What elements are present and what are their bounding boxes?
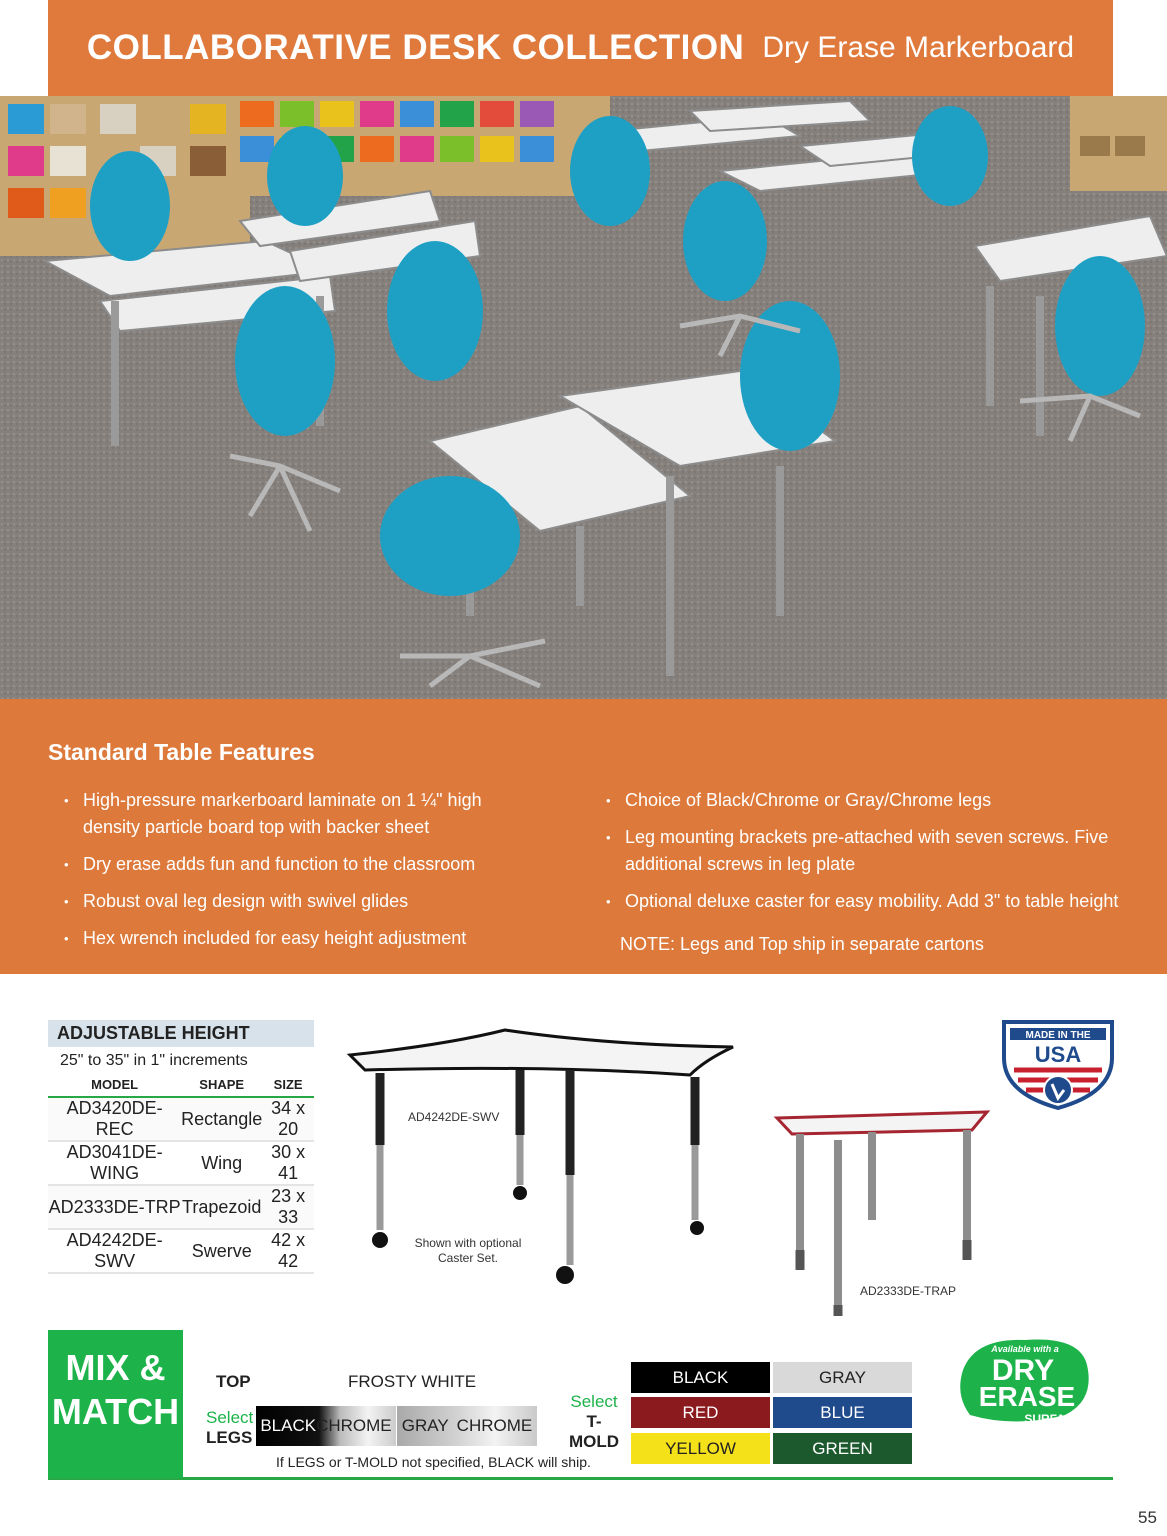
leg-option-part: GRAY	[401, 1416, 449, 1435]
feature-item: • Optional deluxe caster for easy mobility. Add 3" to table height	[606, 888, 1126, 915]
dry-badge-dry: DRY	[991, 1354, 1055, 1387]
shape-cell: Trapezoid	[181, 1185, 262, 1229]
leg-option-black-chrome[interactable]	[256, 1406, 396, 1446]
dry-badge-erase: ERASE	[978, 1381, 1076, 1412]
leg-option-part: BLACK	[260, 1416, 317, 1435]
tmold-option-green[interactable]: GREEN	[773, 1433, 912, 1464]
badge-made-in: MADE IN THE	[1025, 1030, 1091, 1041]
spec-table-block	[48, 1020, 314, 1274]
spec-table	[48, 1073, 314, 1274]
legs-label: LEGS	[206, 1428, 253, 1447]
top-label: TOP	[216, 1372, 251, 1391]
select-legs-label	[206, 1408, 254, 1448]
height-range: 25" to 35" in 1" increments	[60, 1052, 248, 1069]
classroom-photo	[0, 96, 1167, 699]
table-row	[48, 1185, 314, 1229]
select-word: Select	[206, 1408, 254, 1427]
made-in-usa-badge	[1000, 1018, 1116, 1110]
column-header: SHAPE	[181, 1073, 262, 1097]
leg-option-gray-chrome[interactable]	[397, 1406, 537, 1446]
tmold-option-black[interactable]: BLACK	[631, 1362, 770, 1393]
size-cell: 34 x 20	[262, 1097, 314, 1141]
model-cell: AD2333DE-TRP	[48, 1185, 181, 1229]
select-tmold-label	[564, 1392, 624, 1452]
tmold-option-red[interactable]: RED	[631, 1397, 770, 1428]
dry-badge-surface: SURFACE	[1024, 1412, 1082, 1426]
feature-item: • Choice of Black/Chrome or Gray/Chrome legs	[606, 787, 1126, 814]
features-list-left	[64, 787, 534, 962]
shape-cell: Rectangle	[181, 1097, 262, 1141]
feature-item: • Dry erase adds fun and function to the classroom	[64, 851, 534, 878]
leg-option-part: CHROME	[316, 1416, 392, 1435]
table-row	[48, 1097, 314, 1141]
tmold-option-blue[interactable]: BLUE	[773, 1397, 912, 1428]
tmold-option-yellow[interactable]: YELLOW	[631, 1433, 770, 1464]
shape-cell: Wing	[181, 1141, 262, 1185]
tmold-label: T-MOLD	[568, 1412, 620, 1451]
feature-item: • High-pressure markerboard laminate on 1 ¼" high density particle board top with backer sheet	[64, 787, 534, 841]
dry-erase-badge	[955, 1330, 1095, 1430]
model-cell: AD3420DE-REC	[48, 1097, 181, 1141]
size-cell: 23 x 33	[262, 1185, 314, 1229]
feature-item: • Robust oval leg design with swivel glides	[64, 888, 534, 915]
page-subtitle: Dry Erase Markerboard	[762, 31, 1075, 64]
swerve-model-label: AD4242DE-SWV	[408, 1110, 500, 1124]
caster-note: Shown with optional Caster Set.	[414, 1236, 522, 1265]
mix-title-line2: MATCH	[51, 1391, 180, 1432]
trap-model-label: AD2333DE-TRAP	[860, 1284, 957, 1298]
swerve-table-image	[345, 1025, 740, 1290]
column-header: SIZE	[262, 1073, 314, 1097]
column-header: MODEL	[48, 1073, 181, 1097]
badge-usa: USA	[1034, 1042, 1082, 1067]
mix-match-title	[48, 1330, 183, 1478]
features-section	[0, 699, 1167, 974]
model-cell: AD3041DE-WING	[48, 1141, 181, 1185]
features-list-right	[606, 787, 1126, 925]
top-value: FROSTY WHITE	[348, 1372, 477, 1391]
title-bar	[48, 0, 1113, 96]
table-row	[48, 1141, 314, 1185]
table-row	[48, 1229, 314, 1273]
shipping-note: NOTE: Legs and Top ship in separate cartons	[620, 934, 984, 954]
size-cell: 42 x 42	[262, 1229, 314, 1273]
feature-item: • Leg mounting brackets pre-attached with seven screws. Five additional screws in leg plate	[606, 824, 1126, 878]
select-word: Select	[570, 1392, 618, 1411]
page-title: COLLABORATIVE DESK COLLECTION	[86, 28, 745, 67]
spec-heading: ADJUSTABLE HEIGHT	[48, 1020, 314, 1047]
leg-option-part: CHROME	[456, 1416, 533, 1435]
features-heading: Standard Table Features	[48, 739, 315, 765]
dry-badge-available: Available with a	[991, 1344, 1059, 1354]
shape-cell: Swerve	[181, 1229, 262, 1273]
page-number: 55	[1138, 1508, 1157, 1527]
tmold-option-gray[interactable]: GRAY	[773, 1362, 912, 1393]
legs-default-note: If LEGS or T-MOLD not specified, BLACK will ship.	[276, 1454, 591, 1470]
size-cell: 30 x 41	[262, 1141, 314, 1185]
model-cell: AD4242DE-SWV	[48, 1229, 181, 1273]
feature-item: • Hex wrench included for easy height adjustment	[64, 925, 534, 952]
mix-title-line1: MIX &	[65, 1347, 166, 1388]
mix-match-section	[48, 1330, 1113, 1480]
